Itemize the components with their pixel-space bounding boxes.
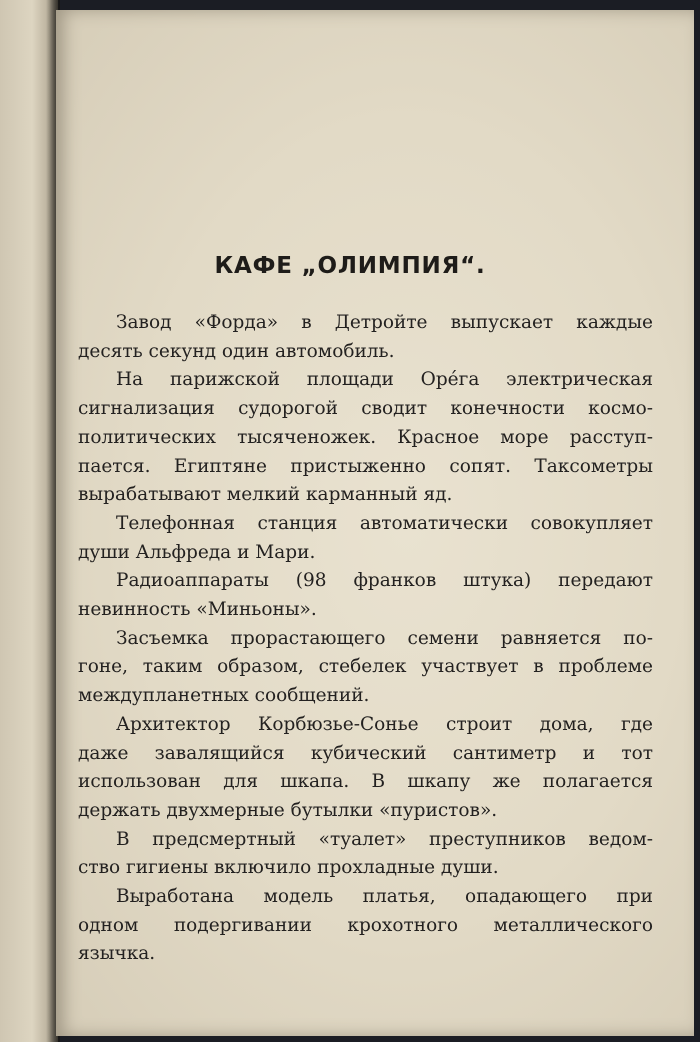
- paragraph: [78, 883, 653, 969]
- text-line: десять секунд один автомобиль.: [78, 340, 395, 362]
- text-line: Засъемка прорастающего семени равняется по-: [116, 627, 653, 649]
- text-line: держать двухмерные бутылки «пуристов».: [78, 799, 498, 821]
- text-line: На парижской площади Орéга электрическая: [116, 369, 653, 391]
- text-line: политических тысяченожек. Красное море расступ-: [78, 426, 653, 448]
- paragraph: [78, 510, 653, 567]
- text-line: гоне, таким образом, стебелек участвует в проблеме: [78, 656, 653, 678]
- text-line: пается. Египтяне пристыженно сопят. Таксометры: [78, 455, 653, 477]
- text-line: Завод «Форда» в Детройте выпускает каждые: [116, 312, 653, 333]
- paragraph: [78, 567, 653, 624]
- text-line: души Альфреда и Мари.: [78, 541, 316, 563]
- text-line: невинность «Миньоны».: [78, 599, 317, 621]
- text-line: даже завалящийся кубический сантиметр и тот: [78, 742, 653, 764]
- body-text: [78, 309, 653, 969]
- text-line: одном подергивании крохотного металлического: [78, 914, 653, 936]
- paragraph: [78, 309, 653, 366]
- text-line: использован для шкапа. В шкапу же полагается: [78, 771, 653, 793]
- paragraph: [78, 366, 653, 510]
- text-line: Выработана модель платья, опадающего при: [116, 886, 653, 908]
- paragraph: [78, 625, 653, 711]
- text-line: Архитектор Корбюзье-Сонье строит дома, где: [116, 713, 653, 735]
- text-line: ство гигиены включило прохладные души.: [78, 857, 499, 879]
- paragraph: [78, 711, 653, 826]
- text-line: В предсмертный «туалет» преступников ведом-: [116, 828, 653, 850]
- text-line: язычка.: [78, 943, 156, 965]
- text-line: Телефонная станция автоматически совокупляет: [116, 512, 653, 534]
- text-line: Радиоаппараты (98 франков штука) передают: [116, 570, 653, 592]
- page-title: КАФЕ „ОЛИМПИЯ“.: [214, 253, 486, 279]
- text-line: междупланетных сообщений.: [78, 685, 370, 707]
- paragraph: [78, 826, 653, 883]
- text-line: сигнализация судорогой сводит конечности космо-: [78, 398, 653, 420]
- text-line: вырабатывают мелкий карманный яд.: [78, 484, 453, 506]
